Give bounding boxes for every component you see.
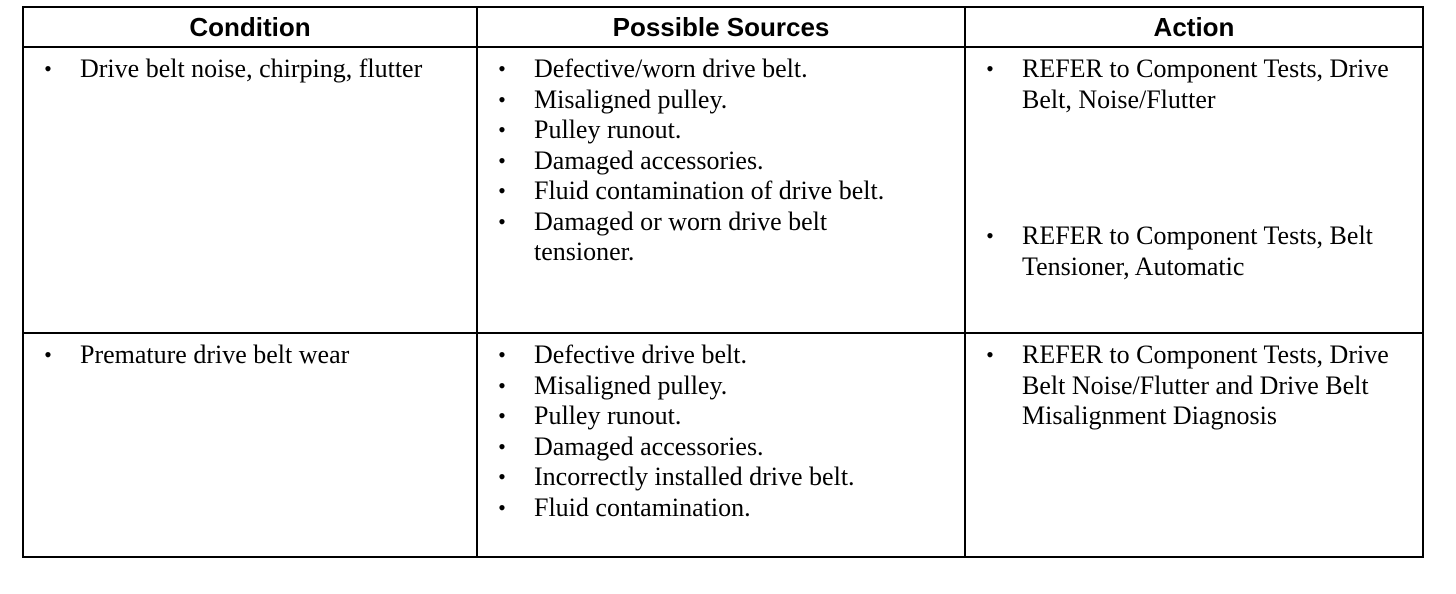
bullet-icon: •	[498, 147, 506, 173]
source-text: Damaged or worn drive belt tensioner.	[534, 206, 828, 266]
source-text: Damaged accessories.	[534, 145, 764, 175]
list-item	[478, 176, 964, 207]
action-text: REFER to Component Tests, Belt Tensioner, Automatic	[1022, 221, 1373, 281]
bullet-icon: •	[498, 117, 506, 142]
sources-cell	[477, 47, 965, 333]
bullet-icon: •	[498, 178, 506, 203]
source-text: Pulley runout.	[534, 401, 682, 430]
bullet-icon: •	[498, 86, 506, 112]
column-header-condition: Condition	[23, 7, 477, 47]
source-text: Defective/worn drive belt.	[534, 54, 808, 83]
condition-list	[24, 334, 476, 371]
source-text: Pulley runout.	[534, 115, 682, 144]
list-item	[478, 207, 964, 268]
bullet-icon: •	[986, 342, 994, 367]
bullet-icon: •	[44, 56, 52, 81]
list-item	[478, 371, 964, 402]
table-row	[23, 47, 1423, 333]
condition-text: Drive belt noise, chirping, flutter	[80, 54, 423, 83]
bullet-icon: •	[498, 433, 506, 459]
list-item	[478, 146, 964, 177]
list-item	[478, 115, 964, 146]
list-item	[966, 340, 1422, 432]
sources-list	[478, 334, 964, 523]
bullet-icon: •	[498, 208, 506, 234]
list-item	[478, 401, 964, 432]
list-item	[966, 54, 1422, 115]
list-item	[24, 340, 476, 371]
list-item	[478, 493, 964, 524]
bullet-icon: •	[498, 342, 506, 367]
diagnosis-table-page	[22, 6, 1422, 558]
source-text: Misaligned pulley.	[534, 84, 728, 114]
action-cell	[965, 47, 1423, 333]
action-list	[966, 48, 1422, 282]
bullet-icon: •	[498, 56, 506, 81]
sources-cell	[477, 333, 965, 557]
sources-list	[478, 48, 964, 268]
list-item	[478, 54, 964, 85]
source-text: Incorrectly installed drive belt.	[534, 462, 855, 491]
column-header-action: Action	[965, 7, 1423, 47]
bullet-icon: •	[498, 494, 506, 520]
list-item	[478, 432, 964, 463]
source-text: Misaligned pulley.	[534, 370, 728, 400]
diagnosis-table	[22, 6, 1424, 558]
source-text: Defective drive belt.	[534, 340, 747, 369]
condition-list	[24, 48, 476, 85]
action-list	[966, 334, 1422, 432]
column-header-possible-sources: Possible Sources	[477, 7, 965, 47]
action-text: REFER to Component Tests, Drive Belt Noise/Flutter and Drive Belt Misalignment Diagnosis	[1022, 340, 1389, 430]
action-text: REFER to Component Tests, Drive Belt, Noise/Flutter	[1022, 54, 1389, 114]
condition-cell	[23, 333, 477, 557]
action-cell	[965, 333, 1423, 557]
condition-text: Premature drive belt wear	[80, 340, 350, 369]
bullet-icon: •	[986, 56, 994, 81]
bullet-icon: •	[498, 372, 506, 398]
table-row	[23, 333, 1423, 557]
bullet-icon: •	[498, 464, 506, 489]
list-item	[478, 85, 964, 116]
list-item	[478, 462, 964, 493]
source-text: Fluid contamination of drive belt.	[534, 176, 885, 205]
source-text: Fluid contamination.	[534, 492, 751, 522]
list-item	[478, 340, 964, 371]
bullet-icon: •	[44, 342, 52, 367]
table-header-row	[23, 7, 1423, 47]
condition-cell	[23, 47, 477, 333]
bullet-icon: •	[986, 223, 994, 248]
list-item	[24, 54, 476, 85]
source-text: Damaged accessories.	[534, 431, 764, 461]
list-item	[966, 221, 1422, 282]
bullet-icon: •	[498, 403, 506, 428]
